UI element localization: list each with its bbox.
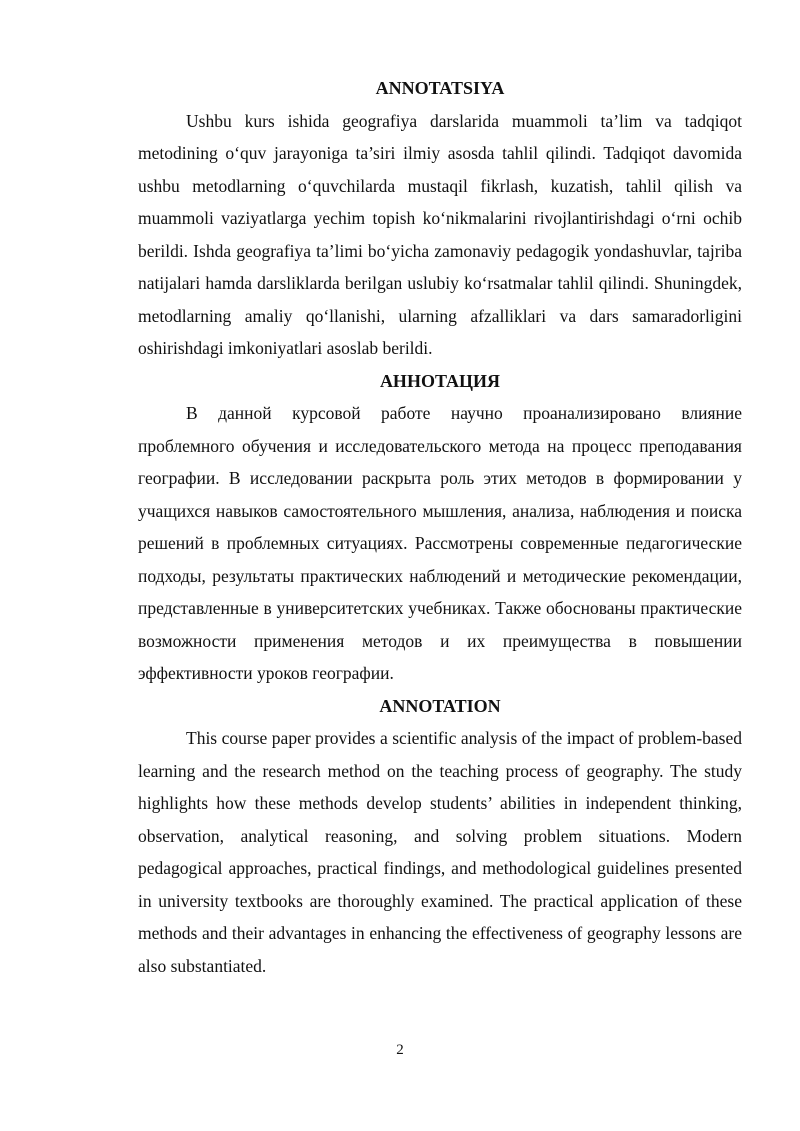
- section-uzbek: [138, 72, 742, 365]
- section-paragraph-uzbek: Ushbu kurs ishida geografiya darslarida muammoli ta’lim va tadqiqot metodining o‘quv jarayoniga ta’siri ilmiy asosda tahlil qilindi. Tadqiqot davomida ushbu metodlarning o‘quvchilarda mustaqil fikrlash, kuzatish, tahlil qilish va muammoli vaziyatlarga yechim topish ko‘nikmalarini rivojlantirishdagi o‘rni ochib berildi. Ishda geografiya ta’limi bo‘yicha zamonaviy pedagogik yondashuvlar, tajriba natijalari hamda darsliklarda berilgan uslubiy ko‘rsatmalar tahlil qilindi. Shuningdek, metodlarning amaliy qo‘llanishi, ularning afzalliklari va dars samaradorligini oshirishdagi imkoniyatlari asoslab berildi.: [138, 110, 742, 358]
- section-title-russian: АННОТАЦИЯ: [379, 370, 501, 391]
- document-page: [138, 72, 742, 982]
- section-russian: [138, 365, 742, 690]
- section-english: [138, 690, 742, 983]
- section-paragraph-russian: В данной курсовой работе научно проанализировано влияние проблемного обучения и исследовательского метода на процесс преподавания географии. В исследовании раскрыта роль этих методов в формировании у учащихся навыков самостоятельного мышления, анализа, наблюдения и поиска решений в проблемных ситуациях. Рассмотрены современные педагогические подходы, результаты практических наблюдений и методические рекомендации, представленные в университетских учебниках. Также обоснованы практические возможности применения методов и их преимущества в повышении эффективности уроков географии.: [138, 403, 742, 683]
- section-title-english: ANNOTATION: [379, 695, 501, 716]
- section-title-uzbek: ANNOTATSIYA: [375, 78, 505, 98]
- page-number: 2: [396, 1042, 404, 1058]
- section-paragraph-english: This course paper provides a scientific analysis of the impact of problem-based learning and the research method on the teaching process of geography. The study highlights how these methods develop students’ abilities in independent thinking, observation, analytical reasoning, and solving problem situations. Modern pedagogical approaches, practical findings, and methodological guidelines presented in university textbooks are thoroughly examined. The practical application of these methods and their advantages in enhancing the effectiveness of geography lessons are also substantiated.: [138, 728, 742, 976]
